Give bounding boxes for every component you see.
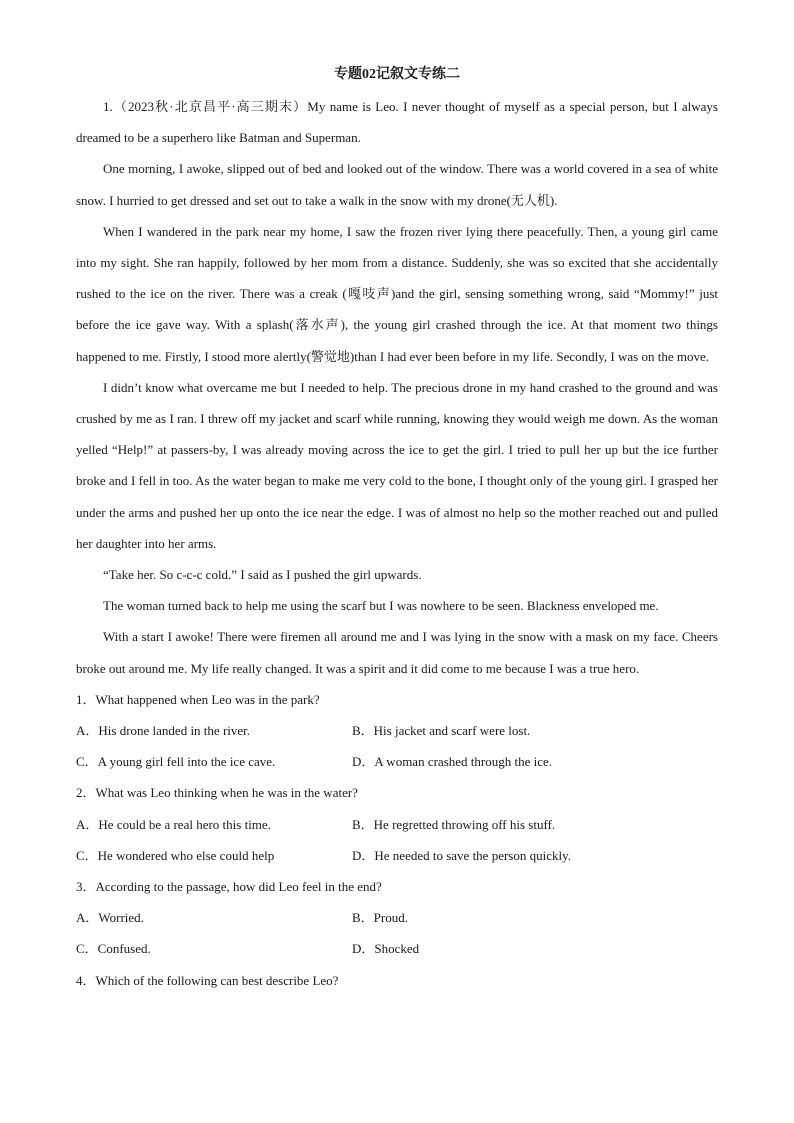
option-b: B．He regretted throwing off his stuff. (352, 816, 556, 832)
answer-options (76, 902, 718, 964)
option-d: D．He needed to save the person quickly. (352, 847, 572, 863)
passage-paragraph-4: I didn’t know what overcame me but I needed to help. The precious drone in my hand crashed to the ground and was crushed by me as I ran. I threw off my jacket and scarf while running, knowing they would weigh me down. As the woman yelled “Help!” at passers-by, I was already moving across the ice to get the girl. I tried to pull her up but the ice further broke and I fell in too. As the water began to make me very cold to the bone, I thought only of the young girl. I grasped her under the arms and pushed her up onto the ice near the edge. I was of almost no help so the mother reached out and pulled her daughter into her arms. (76, 379, 718, 551)
passage-paragraph-2: One morning, I awoke, slipped out of bed and looked out of the window. There was a world covered in a sea of white snow. I hurried to get dressed and set out to take a walk in the snow with my drone(无人机). (76, 161, 718, 208)
passage-paragraph-7: With a start I awoke! There were firemen all around me and I was lying in the snow with a mask on my face. Cheers broke out around me. My life really changed. It was a spirit and it did come to me because I was a true hero. (76, 629, 718, 676)
option-a: A．His drone landed in the river. (76, 723, 251, 739)
question-stem: 3．According to the passage, how did Leo feel in the end? (76, 879, 382, 895)
option-c: C．He wondered who else could help (76, 847, 275, 863)
question-1 (76, 684, 718, 778)
question-stem: 1．What happened when Leo was in the park? (76, 691, 320, 707)
document-page (76, 62, 718, 996)
option-b: B．His jacket and scarf were lost. (352, 723, 531, 739)
question-4 (76, 965, 718, 996)
answer-options (76, 715, 718, 777)
option-c: C．A young girl fell into the ice cave. (76, 754, 276, 770)
document-title: 专题02记叙文专练二 (334, 67, 460, 82)
answer-options (76, 809, 718, 871)
option-a: A．Worried. (76, 910, 144, 926)
passage-paragraph-6: The woman turned back to help me using the scarf but I was nowhere to be seen. Blackness enveloped me. (103, 598, 659, 614)
option-a: A．He could be a real hero this time. (76, 816, 271, 832)
question-3 (76, 871, 718, 965)
reading-passage (76, 91, 718, 684)
option-b: B．Proud. (352, 910, 408, 926)
question-stem: 4．Which of the following can best describe Leo? (76, 972, 339, 988)
option-d: D．Shocked (352, 941, 420, 957)
option-d: D．A woman crashed through the ice. (352, 754, 553, 770)
passage-paragraph-5: “Take her. So c-c-c cold.” I said as I pushed the girl upwards. (103, 567, 422, 583)
option-c: C．Confused. (76, 941, 151, 957)
passage-paragraph-3: When I wandered in the park near my home, I saw the frozen river lying there peacefully. Then, a young girl came into my sight. She ran happily, followed by her mom from a distance. Suddenly, she was so excited that she accidentally rushed to the ice on the river. There was a creak (嘎吱声)and the girl, sensing something wrong, said “Mommy!” just before the ice gave way. With a splash(落水声), the young girl crashed through the ice. At that moment two things happened to me. Firstly, I stood more alertly(警觉地)than I had ever been before in my life. Secondly, I was on the move. (76, 223, 718, 364)
question-stem: 2．What was Leo thinking when he was in the water? (76, 785, 358, 801)
question-2 (76, 777, 718, 871)
passage-paragraph-1: 1.（2023秋·北京昌平·高三期末）My name is Leo. I never thought of myself as a special person, but I always dreamed to be a superhero like Batman and Superman. (76, 99, 718, 146)
